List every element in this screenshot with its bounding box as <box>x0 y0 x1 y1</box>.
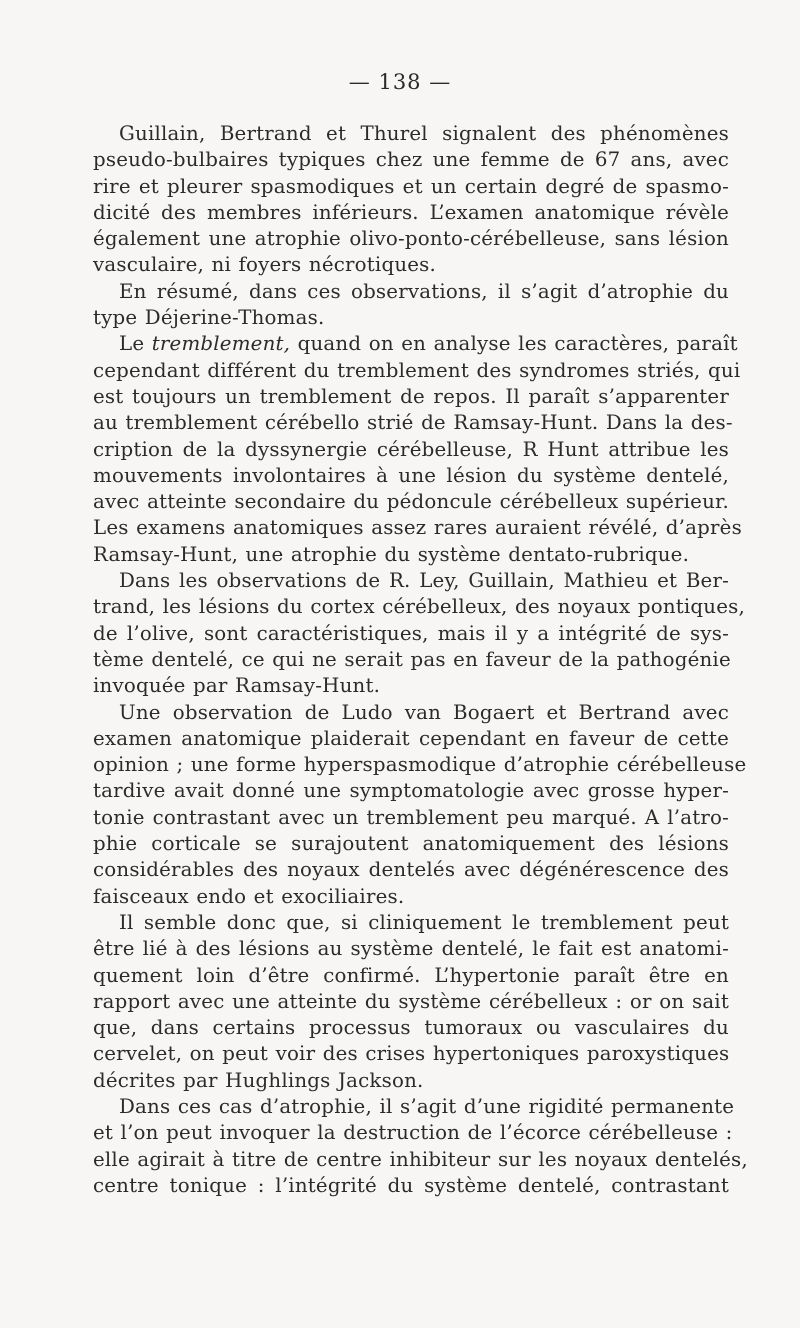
paragraph <box>93 331 742 568</box>
text-line: cription de la dyssynergie cérébelleuse, R Hunt attribue les <box>93 437 729 461</box>
text-line: Dans les observations de R. Ley, Guillain, Mathieu et Ber- <box>119 569 729 593</box>
text-line: En résumé, dans ces observations, il s’agit d’atrophie du <box>119 279 729 303</box>
text-line: considérables des noyaux dentelés avec dégénérescence des <box>93 858 729 882</box>
text-line: et l’on peut invoquer la destruction de l’écorce cérébelleuse : <box>93 1121 733 1145</box>
text-line: tonie contrastant avec un tremblement peu marqué. A l’atro- <box>93 805 729 829</box>
text-line: Ramsay-Hunt, une atrophie du système dentato-rubrique. <box>93 542 690 566</box>
text-line: opinion ; une forme hyperspasmodique d’atrophie cérébelleuse <box>93 753 747 777</box>
text-line: Une observation de Ludo van Bogaert et Bertrand avec <box>119 700 729 724</box>
text-line: également une atrophie olivo-ponto-cérébelleuse, sans lésion <box>93 227 729 251</box>
text-line: invoquée par Ramsay-Hunt. <box>93 674 381 698</box>
text-line: est toujours un tremblement de repos. Il paraît s’apparenter <box>93 384 729 408</box>
text-line: Les examens anatomiques assez rares auraient révélé, d’après <box>93 516 742 540</box>
page-number: — 138 — <box>348 70 452 94</box>
text-line: de l’olive, sont caractéristiques, mais il y a intégrité de sys- <box>93 621 729 645</box>
text-line: que, dans certains processus tumoraux ou vasculaires du <box>93 1016 729 1040</box>
text-line: cependant différent du tremblement des syndromes striés, qui <box>93 358 741 382</box>
text-line: rire et pleurer spasmodiques et un certain degré de spasmo- <box>93 174 729 198</box>
text-line: mouvements involontaires à une lésion du système dentelé, <box>93 463 729 487</box>
text-line <box>93 331 738 357</box>
text-line: phie corticale se surajoutent anatomiquement des lésions <box>93 832 729 856</box>
text-line: Il semble donc que, si cliniquement le tremblement peut <box>119 910 729 934</box>
text-line: tème dentelé, ce qui ne serait pas en faveur de la pathogénie <box>93 647 731 671</box>
text-line: au tremblement cérébello strié de Ramsay-Hunt. Dans la des- <box>93 411 733 435</box>
text-line: pseudo-bulbaires typiques chez une femme de 67 ans, avec <box>93 148 729 172</box>
paragraph <box>93 1094 748 1199</box>
paragraph <box>93 279 729 332</box>
paragraph <box>93 700 747 910</box>
paragraph <box>93 568 745 699</box>
paragraph <box>93 121 729 279</box>
body-text <box>93 121 748 1199</box>
text-line: Dans ces cas d’atrophie, il s’agit d’une rigidité permanente <box>119 1094 735 1118</box>
text-line: faisceaux endo et exociliaires. <box>93 884 405 908</box>
text-line: avec atteinte secondaire du pédoncule cérébelleux supérieur. <box>93 490 729 514</box>
text-line: examen anatomique plaiderait cependant en faveur de cette <box>93 726 729 750</box>
text-line: cervelet, on peut voir des crises hypertoniques paroxystiques <box>93 1042 730 1066</box>
text-line: tardive avait donné une symptomatologie avec grosse hyper- <box>93 779 729 803</box>
text-line: centre tonique : l’intégrité du système dentelé, contrastant <box>93 1173 729 1197</box>
text-line: Guillain, Bertrand et Thurel signalent des phénomènes <box>119 122 729 145</box>
text-line: être lié à des lésions au système dentelé, le fait est anatomi- <box>93 937 729 961</box>
text-line: vasculaire, ni foyers nécrotiques. <box>93 253 436 277</box>
text-line: trand, les lésions du cortex cérébelleux, des noyaux pontiques, <box>93 595 745 619</box>
text-line: rapport avec une atteinte du système cérébelleux : or on sait <box>93 989 729 1013</box>
text-line: dicité des membres inférieurs. L’examen anatomique révèle <box>93 200 729 224</box>
text-line: quement loin d’être confirmé. L’hypertonie paraît être en <box>93 963 729 987</box>
text-run: Le <box>119 332 152 356</box>
text-run: quand on en analyse les caractères, paraît <box>290 332 738 356</box>
text-line: type Déjerine-Thomas. <box>93 306 325 330</box>
text-line: elle agirait à titre de centre inhibiteur sur les noyaux dentelés, <box>93 1147 748 1171</box>
paragraph <box>93 910 729 1094</box>
italic-term: tremblement, <box>151 332 291 356</box>
text-line: décrites par Hughlings Jackson. <box>93 1068 424 1092</box>
